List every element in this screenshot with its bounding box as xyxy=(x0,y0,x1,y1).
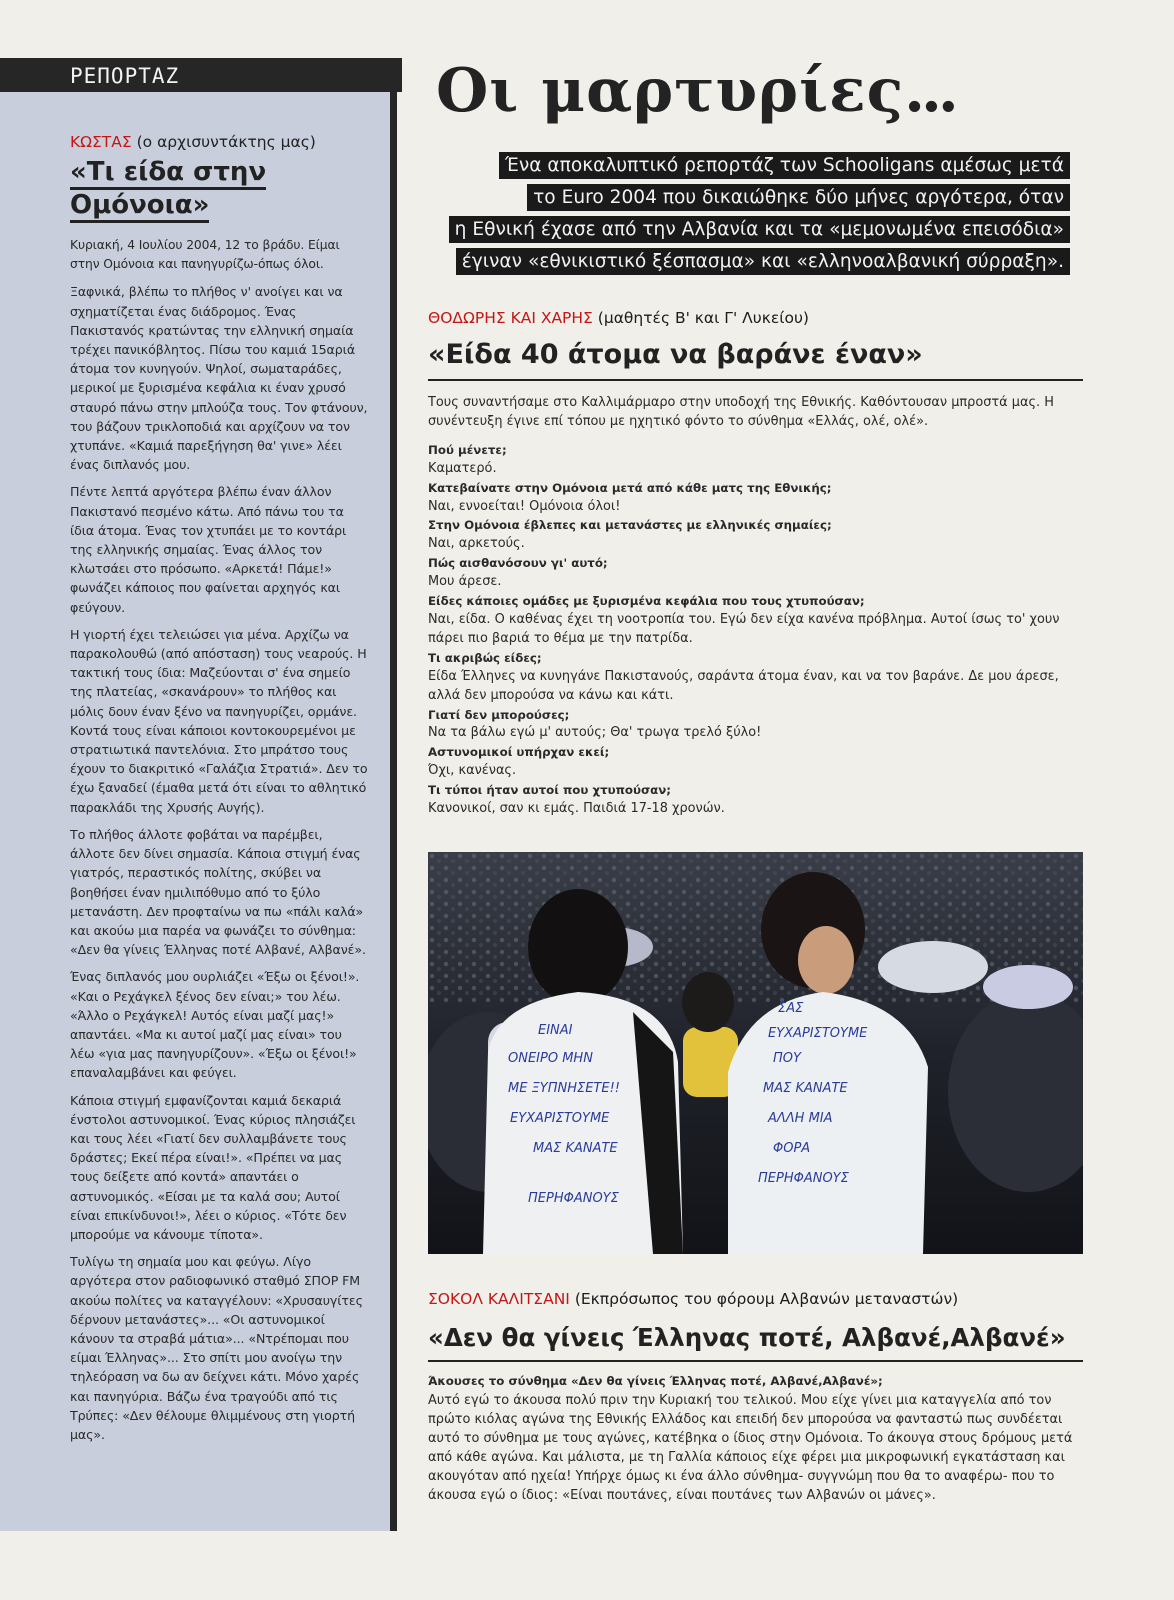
sidebar-title-line2: Ομόνοια» xyxy=(70,190,209,223)
page-headline-dots: ... xyxy=(904,56,955,126)
intro-line: η Εθνική έχασε από την Αλβανία και τα «μεμονωμένα επεισόδια» xyxy=(449,216,1070,243)
sidebar-byline-name: ΚΩΣΤΑΣ xyxy=(70,133,132,151)
interview2-body xyxy=(428,1372,1078,1505)
sidebar-paragraph: Ένας διπλανός μου ουρλιάζει «Έξω οι ξένοι!». «Και ο Ρεχάγκελ ξένος δεν είναι;» του λέω. «Άλλο ο Ρεχάγκελ! Αυτός είναι μαζί μας!» απαντάει. «Μα κι αυτοί μαζί μας είναι» του λέω «για μας πανηγυρίζουν». «Έξω οι ξένοι!» επαναλαμβάνει και φεύγει. xyxy=(70,969,360,1081)
section-label: ΡΕΠΟΡΤΑΖ xyxy=(0,58,402,92)
interview2-byline-role: (Εκπρόσωπος του φόρουμ Αλβανών μεταναστών) xyxy=(574,1290,959,1308)
interview-answer: Ναι, αρκετούς. xyxy=(428,536,525,552)
interview-question: Τι ακριβώς είδες; xyxy=(428,650,542,665)
interview-answer: Καματερό. xyxy=(428,460,497,476)
page-headline-text: Οι μαρτυρίες xyxy=(436,56,905,126)
sidebar-title xyxy=(70,156,370,222)
shirt-left-text: ΟΝΕΙΡΟ ΜΗΝ xyxy=(508,1051,593,1066)
interview-question: Πού μένετε; xyxy=(428,442,507,457)
interview1-byline-name: ΘΟΔΩΡΗΣ ΚΑΙ ΧΑΡΗΣ xyxy=(428,309,593,327)
shirt-left-text: ΜΑΣ ΚΑΝΑΤΕ xyxy=(533,1141,618,1156)
interview1-body xyxy=(428,394,1078,819)
shirt-right-text: ΦΟΡΑ xyxy=(773,1141,811,1156)
interview-answer: Κανονικοί, σαν κι εμάς. Παιδιά 17-18 χρονών. xyxy=(428,801,725,817)
interview2-title: «Δεν θα γίνεις Έλληνας ποτέ, Αλβανέ,Αλβανέ» xyxy=(428,1320,1083,1362)
interview2-byline-name: ΣΟΚΟΛ ΚΑΛΙΤΣΑΝΙ xyxy=(428,1290,570,1308)
interview-question: Γιατί δεν μπορούσες; xyxy=(428,707,570,722)
sidebar-paragraph: Πέντε λεπτά αργότερα βλέπω έναν άλλον Πακιστανό πεσμένο κάτω. Από πάνω του τα ίδια άτομα. Ένας τον χτυπάει με το κοντάρι της ελληνικής σημαίας. Ένας άλλος τον κλωτσάει στο πρόσωπο. «Αρκετά! Πάμε!» φωνάζει κάποιος που φαίνεται αρχηγός και φεύγουν. xyxy=(70,484,347,615)
interview-question: Τι τύποι ήταν αυτοί που χτυπούσαν; xyxy=(428,783,672,798)
intro-line: Ένα αποκαλυπτικό ρεπορτάζ των Schooligans αμέσως μετά xyxy=(499,152,1070,179)
shirt-right-text: ΠΕΡΗΦΑΝΟΥΣ xyxy=(758,1171,849,1186)
stadium-photo xyxy=(428,852,1083,1254)
interview-answer: Ναι, εννοείται! Ομόνοια όλοι! xyxy=(428,498,621,514)
sidebar-paragraph: Ξαφνικά, βλέπω το πλήθος ν' ανοίγει και να σχηματίζεται ένας διάδρομος. Ένας Πακιστανός κρατώντας την ελληνική σημαία τρέχει πανικόβλητος. Πίσω του καμιά 15αριά άτομα τον κυνηγούν. Ψηλοί, σωματαράδες, μερικοί με ξυρισμένα κεφάλια κι έναν χρυσό σταυρό πάνω στην μπλούζα τους. Τον φτάνουν, του βάζουν τρικλοποδιά και αρχίζουν να τον χτυπάνε. «Καμιά παρεξήγηση θα' γινε» λέει ένας διπλανός μου. xyxy=(70,284,368,473)
interview-answer: Να τα βάλω εγώ μ' αυτούς; Θα' τρωγα τρελό ξύλο! xyxy=(428,725,762,741)
page-headline xyxy=(436,55,955,127)
sidebar-paragraph: Κάποια στιγμή εμφανίζονται καμιά δεκαριά ένστολοι αστυνομικοί. Ένας κύριος πλησιάζει και τους λέει «Γιατί δεν συλλαμβάνετε τους δράστες; Εκεί πέρα είναι!». «Πρέπει να μας τους δείξετε από κοντά» απαντάει ο αστυνομικός. «Είσαι με τα καλά σου; Αυτοί είναι επικίνδυνοι!», λέει ο κύριος. «Τότε δεν μπορούμε να κάνουμε τίποτα». xyxy=(70,1092,356,1242)
interview1-title: «Είδα 40 άτομα να βαράνε έναν» xyxy=(428,337,1083,381)
interview-answer: Αυτό εγώ το άκουσα πολύ πριν την Κυριακή του τελικού. Μου είχε γίνει μια καταγγελία από τον πρώτο κιόλας αγώνα της Εθνικής Ελλάδος και επειδή δεν μπορούσα να φανταστώ πως συνδέεται αυτό το σύνθημα με τους αγώνες, κατέβηκα ο ίδιος στην Ομόνοια. Το άκουγα στους δρόμους μετά από κάθε αγώνα. Και μάλιστα, με τη Γαλλία κάποιος είχε φέρει μια μικροφωνική εγκατάσταση και ακουγόταν από ηχεία! Υπήρχε όμως κι ένα άλλο σύνθημα- συγγνώμη που θα το αναφέρω- που το άκουσα εγώ ο ίδιος: «Είναι πουτάνες, είναι πουτάνες των Αλβανών οι μάνες». xyxy=(428,1393,1073,1503)
shirt-right-text: ΣΑΣ xyxy=(778,1001,804,1016)
interview-answer: Ναι, είδα. Ο καθένας έχει τη νοοτροπία του. Εγώ δεν είχα κανένα πρόβλημα. Αυτοί ίσως το' χουν πάρει πιο βαριά το θέμα με την πατρίδα. xyxy=(428,611,1060,646)
interview2-byline xyxy=(428,1290,958,1308)
shirt-left-text: ΕΙΝΑΙ xyxy=(538,1023,573,1038)
interview-question: Είδες κάποιες ομάδες με ξυρισμένα κεφάλια που τους χτυπούσαν; xyxy=(428,594,865,609)
interview-question: Πώς αισθανόσουν γι' αυτό; xyxy=(428,556,608,571)
shirt-left-text: ΕΥΧΑΡΙΣΤΟΥΜΕ xyxy=(510,1111,610,1126)
shirt-right-text: ΠΟΥ xyxy=(773,1051,801,1066)
shirt-right-text: ΜΑΣ ΚΑΝΑΤΕ xyxy=(763,1081,848,1096)
interview-answer: Όχι, κανένας. xyxy=(428,763,517,779)
sidebar-byline-role: (ο αρχισυντάκτης μας) xyxy=(136,133,316,151)
interview-question: Στην Ομόνοια έβλεπες και μετανάστες με ελληνικές σημαίες; xyxy=(428,518,832,533)
shirt-left-text: ΠΕΡΗΦΑΝΟΥΣ xyxy=(528,1191,619,1206)
sidebar-paragraph: Η γιορτή έχει τελειώσει για μένα. Αρχίζω να παρακολουθώ (από απόσταση) τους νεαρούς. Η τακτική τους ίδια: Μαζεύονται σ' ένα σημείο της πλατείας, «σκανάρουν» το πλήθος και μόλις δουν έναν ξένο να πανηγυρίζει, ορμάνε. Κοντά τους είναι κάποιοι κοντοκουρεμένοι με στρατιωτικά παντελόνια. Στο μπράτσο τους έχουν το διακριτικό «Γαλάζια Στρατιά». Δεν το έχω ξαναδεί (έμαθα μετά ότι είναι το αθλητικό παρακλάδι της Χρυσής Αυγής). xyxy=(70,626,368,815)
sidebar-title-line1: «Τι είδα στην xyxy=(70,157,266,190)
interview-question: Αστυνομικοί υπήρχαν εκεί; xyxy=(428,745,610,760)
sidebar-byline xyxy=(70,132,370,152)
sidebar-paragraph: Τυλίγω τη σημαία μου και φεύγω. Λίγο αργότερα στον ραδιοφωνικό σταθμό ΣΠΟΡ FM ακούω πολίτες να καταγγέλουν: «Χρυσαυγίτες δέρνουν μετανάστες»... «Οι αστυνομικοί κάνουν τα στραβά μάτια»... «Ντρέπομαι που είμαι Έλληνας»... Στο σπίτι μου ανοίγω την τηλεόραση να δω αν δείχνει κάτι. Μόνο χαρές και πανηγύρια. Βάζω ένα τραγούδι από τις Τρύπες: «Δεν θέλουμε θλιμμένους στη γιορτή μας». xyxy=(70,1254,363,1442)
interview1-byline-role: (μαθητές Β' και Γ' Λυκείου) xyxy=(597,309,809,327)
interview-question: Κατεβαίνατε στην Ομόνοια μετά από κάθε ματς της Εθνικής; xyxy=(428,480,832,495)
shirt-right-text: ΑΛΛΗ ΜΙΑ xyxy=(768,1111,833,1126)
interview-answer: Είδα Έλληνες να κυνηγάνε Πακιστανούς, σαράντα άτομα έναν, και να τον βαράνε. Δε μου άρεσε, αλλά δεν μπορούσα να κάνω και κάτι. xyxy=(428,668,1059,703)
interview-question: Άκουσες το σύνθημα «Δεν θα γίνεις Έλληνας ποτέ, Αλβανέ,Αλβανέ»; xyxy=(428,1374,883,1388)
sidebar-article xyxy=(70,132,370,1452)
shirt-right-text: ΕΥΧΑΡΙΣΤΟΥΜΕ xyxy=(768,1026,868,1041)
sidebar-paragraph: Κυριακή, 4 Ιουλίου 2004, 12 το βράδυ. Είμαι στην Ομόνοια και πανηγυρίζω-όπως όλοι. xyxy=(70,238,340,272)
sidebar-body xyxy=(70,236,370,1444)
intro-box xyxy=(430,152,1070,280)
interview1-intro: Τους συναντήσαμε στο Καλλιμάρμαρο στην υποδοχή της Εθνικής. Καθόντουσαν μπροστά μας. Η συνέντευξη έγινε επί τόπου με ηχητικό φόντο το σύνθημα «Ελλάς, ολέ, ολέ». xyxy=(428,395,1054,429)
shirt-left-text: ΜΕ ΞΥΠΝΗΣΕΤΕ!! xyxy=(508,1081,620,1096)
intro-line: το Euro 2004 που δικαιώθηκε δύο μήνες αργότερα, όταν xyxy=(527,184,1070,211)
sidebar-column xyxy=(0,92,397,1531)
interview1-byline xyxy=(428,309,809,327)
interview-answer: Μου άρεσε. xyxy=(428,574,502,590)
sidebar-paragraph: Το πλήθος άλλοτε φοβάται να παρέμβει, άλλοτε δεν δίνει σημασία. Κάποια στιγμή ένας γιατρός, περαστικός πολίτης, σκύβει να βοηθήσει έναν ημιλιπόθυμο από το ξύλο μετανάστη. Δεν προφταίνω να πω «πάλι καλά» και ακούω μια παρέα να φωνάζει το σύνθημα: «Δεν θα γίνεις Έλληνας ποτέ Αλβανέ, Αλβανέ». xyxy=(70,826,366,958)
intro-line: έγιναν «εθνικιστικό ξέσπασμα» και «ελληνοαλβανική σύρραξη». xyxy=(456,248,1070,275)
